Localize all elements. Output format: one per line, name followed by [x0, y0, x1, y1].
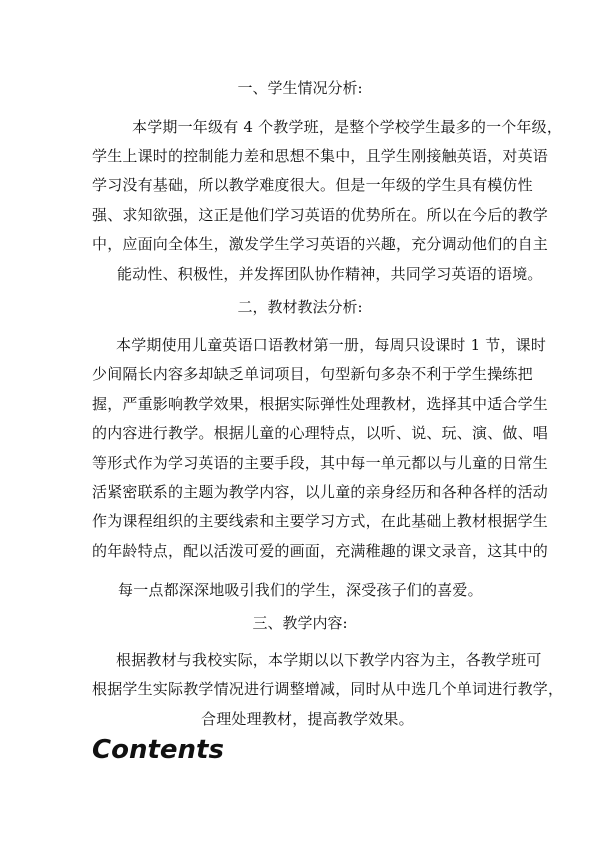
- section-2-line: 握，严重影响教学效果，根据实际弹性处理教材，选择其中适合学生: [92, 395, 549, 413]
- section-1-line: 能动性、积极性，并发挥团队协作精神，共同学习英语的语境。: [117, 265, 543, 283]
- section-3-line: 根据教材与我校实际，本学期以以下教学内容为主，各教学班可: [116, 651, 542, 669]
- section-2-line: 活紧密联系的主题为教学内容，以儿童的亲身经历和各种各样的活动: [92, 483, 549, 501]
- section-1-line: 中，应面向全体生，激发学生学习英语的兴趣，充分调动他们的自主: [92, 235, 549, 253]
- section-2-line: 等形式作为学习英语的主要手段，其中每一单元都以与儿童的日常生: [92, 454, 549, 472]
- section-1-line: 强、求知欲强，这正是他们学习英语的优势所在。所以在今后的教学: [92, 206, 549, 224]
- section-1-line: 学习没有基础，所以教学难度很大。但是一年级的学生具有模仿性: [92, 176, 533, 194]
- section-2-line: 作为课程组织的主要线索和主要学习方式，在此基础上教材根据学生: [92, 512, 549, 530]
- section-2-line: 少间隔长内容多却缺乏单词项目，句型新句多杂不利于学生操练把: [92, 365, 533, 383]
- section-3-line: 根据学生实际教学情况进行调整增减，同时从中选几个单词进行教学，: [92, 680, 564, 698]
- section-1-line: 学生上课时的控制能力差和思想不集中，且学生刚接触英语，对英语: [92, 147, 549, 165]
- section-2-line: 的内容进行教学。根据儿童的心理特点，以听、说、玩、演、做、唱: [92, 424, 549, 442]
- section-3-line: 合理处理教材，提高教学效果。: [201, 710, 414, 728]
- section-2-heading: 二，教材教法分析:: [237, 298, 363, 316]
- section-2-line: 本学期使用儿童英语口语教材第一册，每周只设课时 1 节，课时: [116, 336, 547, 354]
- section-1-line: 本学期一年级有 4 个教学班，是整个学校学生最多的一个年级，: [132, 118, 563, 136]
- contents-title: Contents: [92, 735, 224, 765]
- section-2-line: 每一点都深深地吸引我们的学生，深受孩子们的喜爱。: [118, 581, 483, 599]
- section-2-line: 的年龄特点，配以活泼可爱的画面，充满稚趣的课文录音，这其中的: [92, 542, 549, 560]
- section-3-heading: 三、教学内容:: [252, 614, 348, 632]
- section-1-heading: 一、学生情况分析:: [237, 79, 363, 97]
